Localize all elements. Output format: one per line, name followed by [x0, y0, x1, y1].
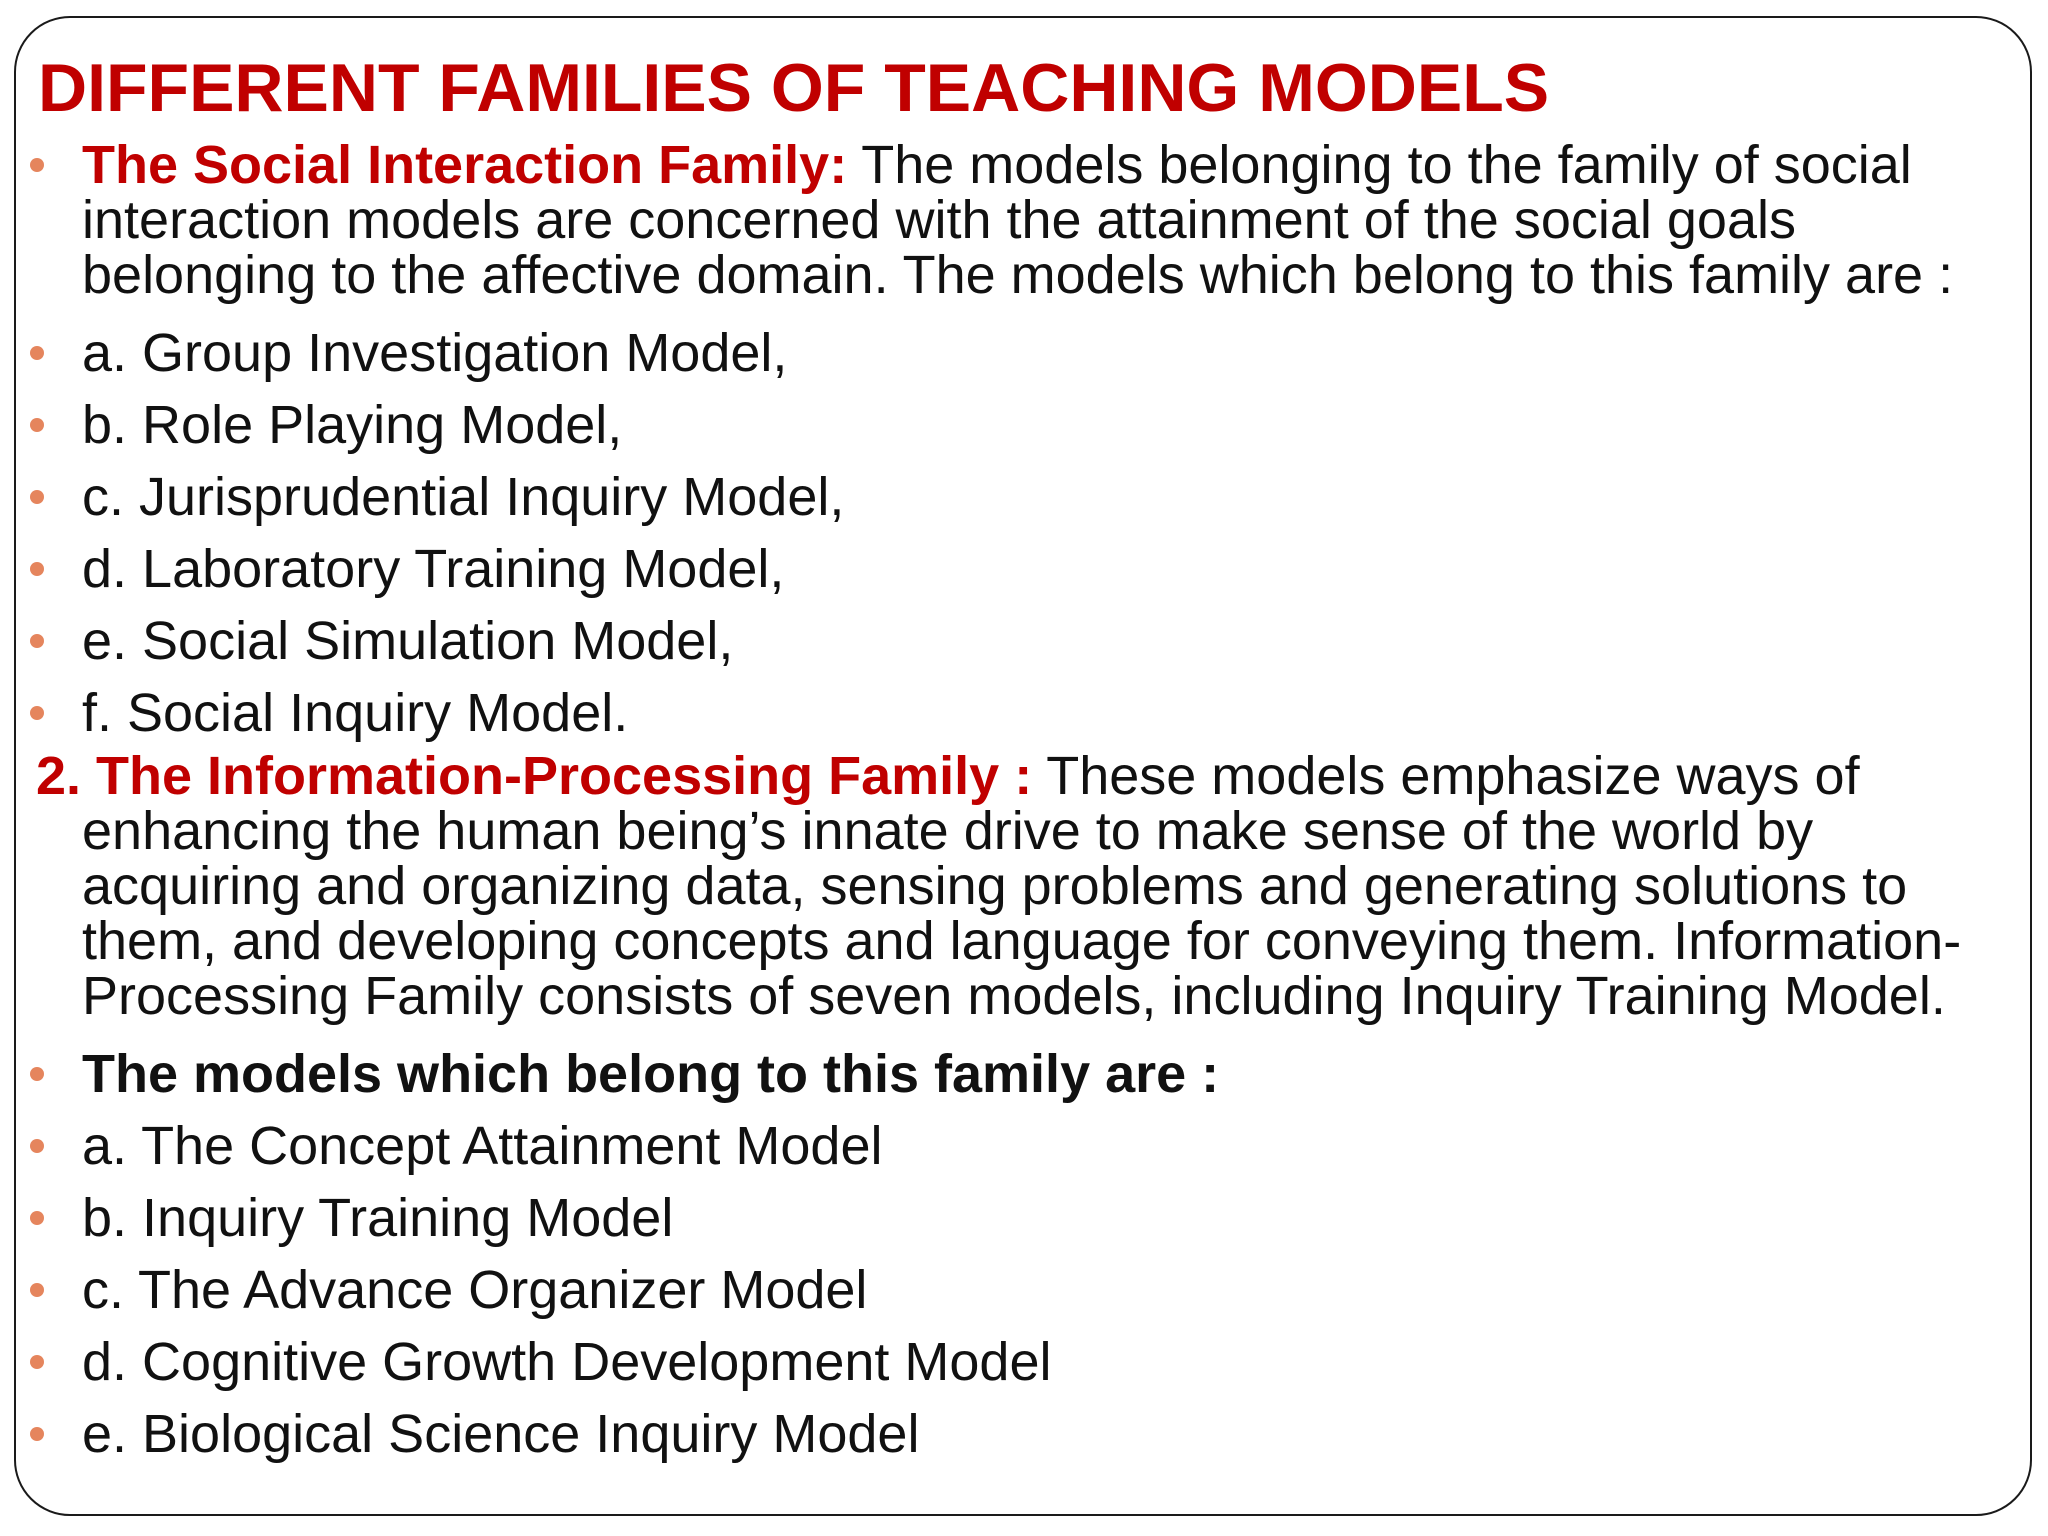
list-item [0, 1398, 2048, 1470]
social-interaction-text: The models belonging to the family of social interaction models are concerned with the attainment of the social goals belonging to the affective domain. The models which belong to this family are : [82, 135, 1954, 305]
list-item-text: f. Social Inquiry Model. [82, 683, 629, 743]
information-processing-text: These models emphasize ways of enhancing the human being’s innate drive to make sense of the world by acquiring and organizing data, sensing problems and generating solutions to them, and developing concepts and language for conveying them. Information-Processing Family consists of seven models, including Inquiry Training Model. [82, 746, 1962, 1026]
bullet-icon [30, 418, 44, 432]
list-item-text: b. Role Playing Model, [82, 395, 623, 455]
information-processing-heading: 2. The Information-Processing Family : [36, 746, 1033, 806]
bullet-icon [30, 346, 44, 360]
social-interaction-heading: The Social Interaction Family: [82, 135, 848, 195]
list-item-text: a. The Concept Attainment Model [82, 1116, 883, 1176]
list-item-text: e. Biological Science Inquiry Model [82, 1404, 920, 1464]
slide-title: DIFFERENT FAMILIES OF TEACHING MODELS [38, 50, 1550, 126]
bullet-icon [30, 1355, 44, 1369]
bullet-icon [30, 1283, 44, 1297]
list-item-text: c. The Advance Organizer Model [82, 1260, 868, 1320]
list-item-text: a. Group Investigation Model, [82, 323, 788, 383]
bullet-icon [30, 490, 44, 504]
list-item-text: b. Inquiry Training Model [82, 1188, 674, 1248]
list-heading-text: The models which belong to this family are : [82, 1044, 1220, 1104]
list-item [0, 1326, 2048, 1398]
list-item-text: d. Laboratory Training Model, [82, 539, 785, 599]
bullet-icon [30, 1139, 44, 1153]
list-item [0, 1254, 2048, 1326]
list-item [0, 461, 2048, 533]
list-item [0, 605, 2048, 677]
list-item-text: c. Jurisprudential Inquiry Model, [82, 467, 845, 527]
bullet-icon [30, 634, 44, 648]
bullet-icon [30, 1427, 44, 1441]
list-item [0, 1182, 2048, 1254]
slide-content [0, 135, 2048, 1470]
social-interaction-paragraph [0, 135, 2048, 305]
list-item [0, 677, 2048, 749]
list-item [0, 533, 2048, 605]
list-heading [0, 1038, 2048, 1110]
bullet-icon [30, 706, 44, 720]
list-item [0, 317, 2048, 389]
bullet-icon [30, 158, 44, 172]
bullet-icon [30, 1067, 44, 1081]
bullet-icon [30, 1211, 44, 1225]
information-processing-paragraph [0, 746, 2048, 1026]
bullet-icon [30, 562, 44, 576]
list-item [0, 1110, 2048, 1182]
list-item-text: d. Cognitive Growth Development Model [82, 1332, 1052, 1392]
list-item [0, 389, 2048, 461]
list-item-text: e. Social Simulation Model, [82, 611, 734, 671]
